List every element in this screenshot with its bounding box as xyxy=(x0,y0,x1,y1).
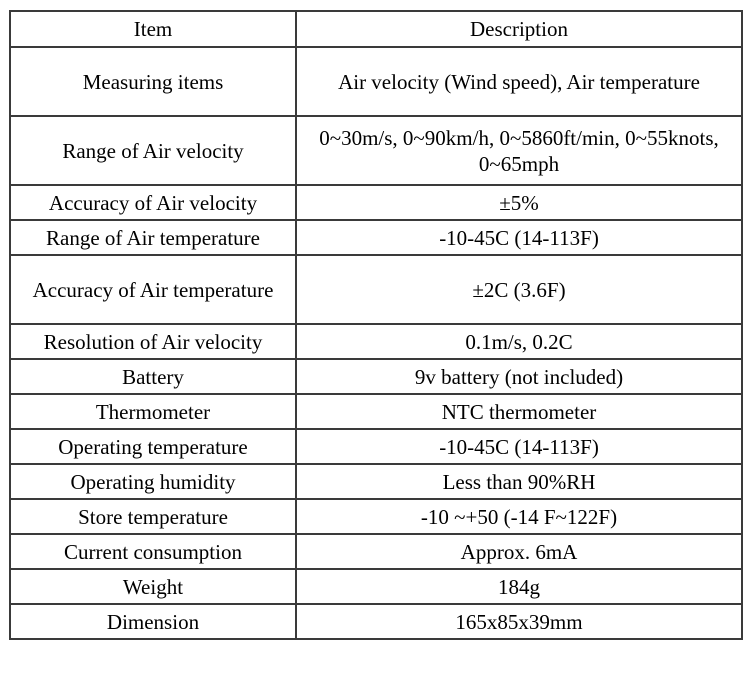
row-description: 9v battery (not included) xyxy=(296,359,742,394)
row-item: Dimension xyxy=(10,604,296,639)
table-row xyxy=(10,429,742,464)
spec-table xyxy=(9,10,743,640)
row-item: Accuracy of Air velocity xyxy=(10,185,296,220)
table-row xyxy=(10,359,742,394)
table-row xyxy=(10,569,742,604)
row-description: NTC thermometer xyxy=(296,394,742,429)
header-item: Item xyxy=(10,11,296,47)
row-item: Range of Air temperature xyxy=(10,220,296,255)
row-item: Operating humidity xyxy=(10,464,296,499)
row-description: -10 ~+50 (-14 F~122F) xyxy=(296,499,742,534)
table-row xyxy=(10,499,742,534)
row-description: -10-45C (14-113F) xyxy=(296,220,742,255)
row-description: Approx. 6mA xyxy=(296,534,742,569)
row-description: Air velocity (Wind speed), Air temperature xyxy=(296,47,742,116)
row-item: Accuracy of Air temperature xyxy=(10,255,296,324)
row-item: Weight xyxy=(10,569,296,604)
row-item: Measuring items xyxy=(10,47,296,116)
row-description: 184g xyxy=(296,569,742,604)
row-item: Battery xyxy=(10,359,296,394)
row-description: 0~30m/s, 0~90km/h, 0~5860ft/min, 0~55knots, 0~65mph xyxy=(296,116,742,185)
header-description: Description xyxy=(296,11,742,47)
row-item: Thermometer xyxy=(10,394,296,429)
spec-table-container xyxy=(9,10,741,640)
spec-table-header xyxy=(10,11,742,47)
row-item: Store temperature xyxy=(10,499,296,534)
table-row xyxy=(10,534,742,569)
row-description: ±5% xyxy=(296,185,742,220)
table-row xyxy=(10,604,742,639)
row-description: 165x85x39mm xyxy=(296,604,742,639)
row-description: ±2C (3.6F) xyxy=(296,255,742,324)
table-row xyxy=(10,464,742,499)
row-item: Range of Air velocity xyxy=(10,116,296,185)
row-item: Resolution of Air velocity xyxy=(10,324,296,359)
table-row xyxy=(10,47,742,116)
header-row xyxy=(10,11,742,47)
row-item: Operating temperature xyxy=(10,429,296,464)
spec-table-body xyxy=(10,47,742,639)
row-description: 0.1m/s, 0.2C xyxy=(296,324,742,359)
table-row xyxy=(10,255,742,324)
table-row xyxy=(10,185,742,220)
row-item: Current consumption xyxy=(10,534,296,569)
table-row xyxy=(10,394,742,429)
table-row xyxy=(10,324,742,359)
table-row xyxy=(10,116,742,185)
row-description: Less than 90%RH xyxy=(296,464,742,499)
table-row xyxy=(10,220,742,255)
row-description: -10-45C (14-113F) xyxy=(296,429,742,464)
